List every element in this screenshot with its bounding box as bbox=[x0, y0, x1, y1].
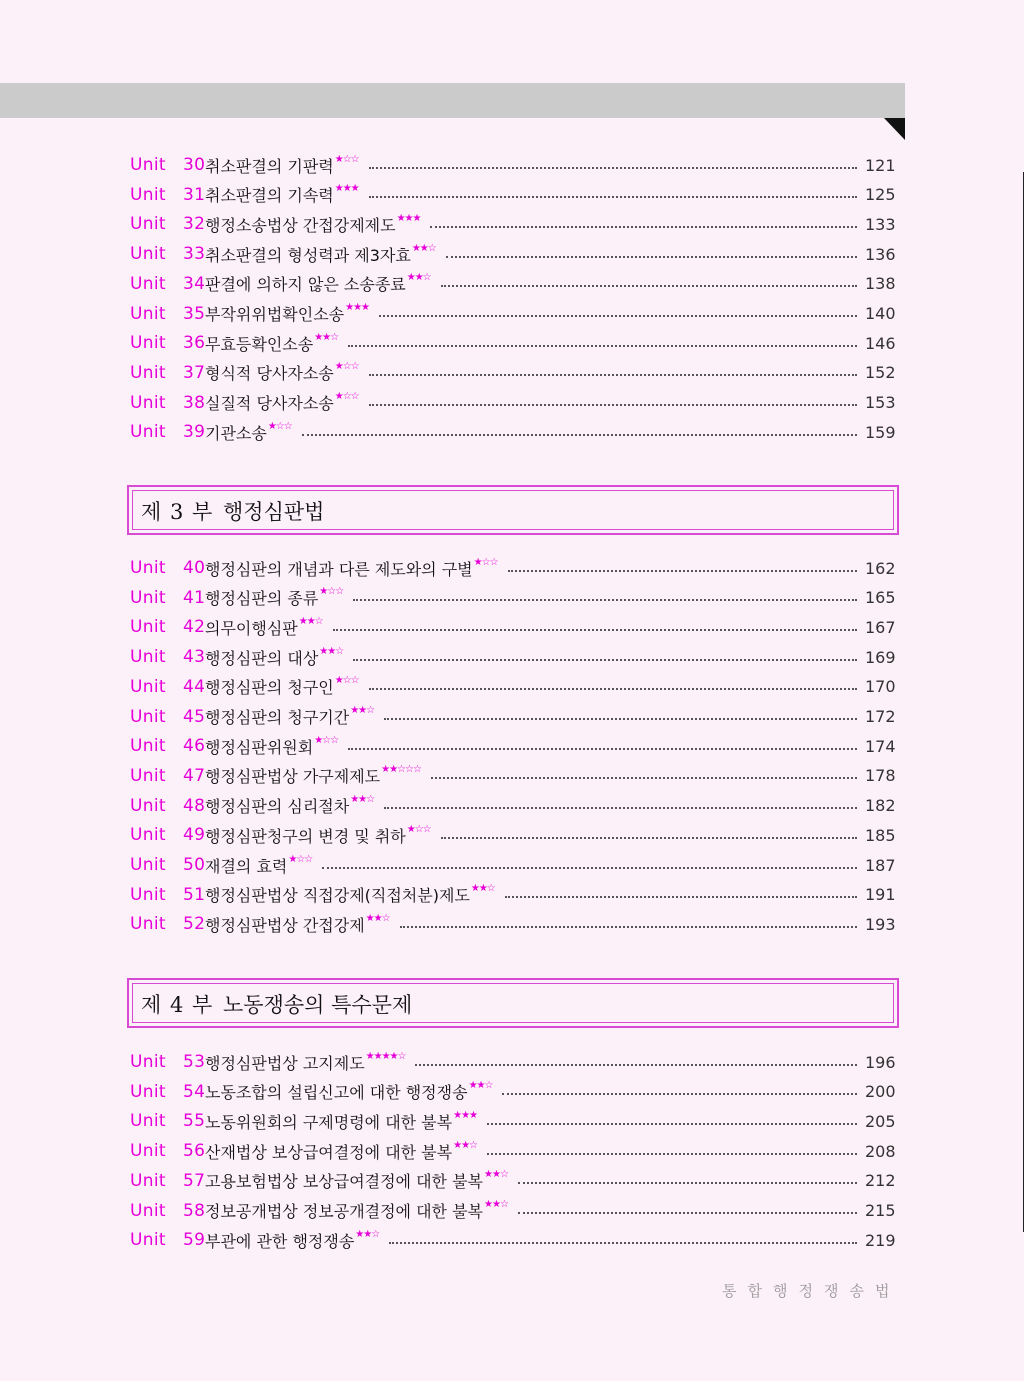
entry-title: 산재법상 보상급여결정에 대한 불복 bbox=[205, 1142, 453, 1162]
dot-leader bbox=[441, 836, 857, 839]
unit-word: Unit bbox=[130, 795, 166, 816]
page-number: 121 bbox=[865, 155, 896, 175]
toc-entry[interactable] bbox=[130, 910, 895, 938]
difficulty-stars: ★★☆ bbox=[355, 1228, 380, 1240]
unit-number: 37 bbox=[183, 362, 206, 383]
difficulty-stars: ★★☆ bbox=[319, 645, 344, 657]
entry-title: 행정심판청구의 변경 및 취하 bbox=[205, 826, 406, 846]
difficulty-stars: ★☆☆ bbox=[314, 734, 339, 746]
unit-word: Unit bbox=[130, 617, 166, 638]
unit-word: Unit bbox=[130, 362, 166, 383]
toc-entry[interactable] bbox=[130, 584, 895, 612]
unit-label bbox=[130, 393, 205, 413]
page-number: 167 bbox=[865, 617, 896, 637]
toc-entry[interactable] bbox=[130, 643, 895, 671]
difficulty-stars: ★☆☆ bbox=[406, 823, 431, 835]
entry-title: 기관소송 bbox=[205, 423, 267, 443]
page-number: 165 bbox=[865, 588, 896, 608]
difficulty-stars: ★☆☆ bbox=[473, 556, 498, 568]
dot-leader bbox=[348, 344, 857, 347]
unit-number: 56 bbox=[183, 1141, 206, 1162]
dot-leader bbox=[302, 433, 857, 436]
unit-word: Unit bbox=[130, 214, 166, 235]
entry-title: 행정심판법상 간접강제 bbox=[205, 915, 365, 935]
unit-number: 34 bbox=[183, 273, 206, 294]
difficulty-stars: ★★☆ bbox=[350, 794, 375, 806]
toc-entry[interactable] bbox=[130, 181, 895, 209]
unit-word: Unit bbox=[130, 676, 166, 697]
unit-label bbox=[130, 1201, 205, 1221]
entry-title: 재결의 효력 bbox=[205, 856, 288, 876]
dot-leader bbox=[353, 598, 857, 601]
dot-leader bbox=[431, 776, 857, 779]
page-number: 208 bbox=[865, 1141, 896, 1161]
toc-entry[interactable] bbox=[130, 151, 895, 179]
unit-word: Unit bbox=[130, 303, 166, 324]
difficulty-stars: ★★★ bbox=[453, 1109, 478, 1121]
entry-title: 행정심판의 대상 bbox=[205, 648, 319, 668]
unit-label bbox=[130, 707, 205, 727]
unit-number: 31 bbox=[183, 184, 206, 205]
dot-leader bbox=[518, 1211, 857, 1214]
unit-number: 49 bbox=[183, 825, 206, 846]
unit-word: Unit bbox=[130, 1052, 166, 1072]
page-number: 146 bbox=[865, 333, 896, 353]
unit-number: 32 bbox=[183, 214, 206, 235]
unit-label bbox=[130, 885, 205, 905]
difficulty-stars: ★★★ bbox=[345, 302, 370, 313]
unit-label bbox=[130, 647, 205, 667]
difficulty-stars: ★★☆ bbox=[453, 1139, 478, 1151]
unit-number: 48 bbox=[183, 795, 206, 816]
difficulty-stars: ★★☆ bbox=[470, 883, 495, 895]
unit-label bbox=[130, 1052, 205, 1072]
dot-leader bbox=[446, 255, 857, 258]
toc-entry[interactable] bbox=[130, 1078, 895, 1106]
dot-leader bbox=[369, 195, 857, 198]
dot-leader bbox=[430, 225, 857, 228]
dot-leader bbox=[322, 866, 857, 869]
dot-leader bbox=[518, 1181, 857, 1184]
unit-label bbox=[130, 1141, 205, 1161]
unit-word: Unit bbox=[130, 855, 166, 875]
unit-number: 54 bbox=[183, 1081, 206, 1102]
part-heading-box bbox=[127, 978, 899, 1028]
entry-title: 행정심판의 청구인 bbox=[205, 678, 334, 698]
dot-leader bbox=[384, 717, 857, 720]
toc-entry[interactable] bbox=[130, 1107, 895, 1135]
difficulty-stars: ★★☆ bbox=[350, 705, 375, 716]
part-number: 제 3 부 bbox=[141, 500, 214, 524]
toc-entry[interactable] bbox=[130, 1167, 895, 1195]
part-number: 제 4 부 bbox=[141, 993, 214, 1017]
page-number: 215 bbox=[865, 1201, 896, 1220]
unit-number: 36 bbox=[183, 333, 206, 354]
entry-title: 행정심판의 심리절차 bbox=[205, 797, 350, 817]
unit-label bbox=[130, 422, 205, 442]
unit-label bbox=[130, 617, 205, 637]
difficulty-stars: ★★★ bbox=[334, 183, 359, 195]
dot-leader bbox=[384, 806, 857, 809]
part-heading-box bbox=[127, 485, 899, 535]
difficulty-stars: ★★☆ bbox=[468, 1080, 493, 1092]
difficulty-stars: ★★☆ bbox=[411, 242, 436, 254]
toc-entry[interactable] bbox=[130, 732, 895, 760]
toc-entry[interactable] bbox=[130, 673, 895, 701]
unit-number: 33 bbox=[183, 244, 206, 265]
page-number: 200 bbox=[865, 1082, 896, 1102]
unit-label bbox=[130, 214, 205, 234]
entry-title: 행정심판의 청구기간 bbox=[205, 708, 350, 727]
toc-entry[interactable] bbox=[130, 240, 895, 268]
dot-leader bbox=[487, 1152, 857, 1155]
entry-title: 취소판결의 형성력과 제3자효 bbox=[205, 245, 411, 265]
difficulty-stars: ★★☆ bbox=[298, 615, 323, 627]
entry-title: 고용보험법상 보상급여결정에 대한 불복 bbox=[205, 1172, 484, 1192]
dot-leader bbox=[505, 895, 857, 898]
dot-leader bbox=[441, 284, 857, 287]
unit-number: 39 bbox=[183, 422, 206, 443]
unit-number: 35 bbox=[183, 303, 206, 324]
entry-title: 취소판결의 기속력 bbox=[205, 186, 334, 206]
unit-number: 42 bbox=[183, 617, 206, 638]
unit-label bbox=[130, 155, 205, 175]
unit-label bbox=[130, 766, 205, 786]
difficulty-stars: ★★★★☆ bbox=[365, 1050, 406, 1062]
difficulty-stars: ★★☆ bbox=[484, 1169, 508, 1181]
entry-title: 행정심판법상 고지제도 bbox=[205, 1053, 365, 1073]
dot-leader bbox=[400, 925, 857, 928]
unit-number: 43 bbox=[183, 647, 206, 668]
entry-title: 부작위위법확인소송 bbox=[205, 305, 345, 324]
page-number: 174 bbox=[865, 736, 896, 756]
unit-label bbox=[130, 914, 205, 934]
unit-label bbox=[130, 796, 205, 816]
dot-leader bbox=[369, 687, 857, 690]
unit-label bbox=[130, 736, 205, 756]
page-number: 125 bbox=[865, 185, 896, 205]
page-number: 162 bbox=[865, 558, 896, 578]
entry-title: 실질적 당사자소송 bbox=[205, 394, 334, 414]
unit-word: Unit bbox=[130, 884, 166, 905]
toc-entry[interactable] bbox=[130, 300, 895, 328]
unit-number: 52 bbox=[183, 914, 206, 935]
toc-entry[interactable] bbox=[130, 881, 895, 909]
unit-number: 51 bbox=[183, 884, 206, 905]
unit-word: Unit bbox=[130, 1081, 166, 1102]
entry-title: 노동조합의 설립신고에 대한 행정쟁송 bbox=[205, 1083, 468, 1103]
page-number: 219 bbox=[865, 1230, 896, 1250]
unit-word: Unit bbox=[130, 736, 166, 757]
unit-label bbox=[130, 825, 205, 845]
difficulty-stars: ★☆☆ bbox=[267, 420, 292, 432]
unit-number: 50 bbox=[183, 855, 206, 875]
dot-leader bbox=[353, 658, 857, 661]
dot-leader bbox=[487, 1122, 857, 1125]
toc-entry[interactable] bbox=[130, 418, 895, 446]
unit-word: Unit bbox=[130, 647, 166, 668]
toc-entry[interactable] bbox=[130, 703, 895, 731]
page-number: 169 bbox=[865, 647, 896, 667]
page-number: 152 bbox=[865, 363, 896, 383]
unit-word: Unit bbox=[130, 914, 166, 935]
page-number: 178 bbox=[865, 766, 896, 786]
page-number: 159 bbox=[865, 422, 896, 442]
dot-leader bbox=[369, 373, 857, 376]
difficulty-stars: ★★☆☆☆ bbox=[381, 764, 421, 776]
toc-entry[interactable] bbox=[130, 210, 895, 238]
part-title: 행정심판법 bbox=[223, 500, 325, 524]
unit-word: Unit bbox=[130, 706, 166, 727]
unit-word: Unit bbox=[130, 273, 166, 294]
unit-number: 41 bbox=[183, 587, 206, 608]
toc-entry[interactable] bbox=[130, 359, 895, 387]
entry-title: 행정소송법상 간접강제제도 bbox=[205, 215, 396, 235]
page-number: 153 bbox=[865, 393, 896, 413]
unit-number: 40 bbox=[183, 558, 206, 578]
unit-word: Unit bbox=[130, 244, 166, 265]
page-number: 193 bbox=[865, 914, 896, 934]
toc-entry[interactable] bbox=[130, 389, 895, 417]
difficulty-stars: ★☆☆ bbox=[334, 391, 359, 403]
unit-number: 44 bbox=[183, 676, 206, 697]
unit-number: 58 bbox=[183, 1200, 206, 1221]
dot-leader bbox=[379, 314, 857, 317]
difficulty-stars: ★★☆ bbox=[314, 331, 339, 343]
unit-number: 57 bbox=[183, 1170, 206, 1191]
unit-label bbox=[130, 1230, 205, 1250]
toc-entry[interactable] bbox=[130, 270, 895, 298]
corner-mark bbox=[884, 118, 905, 140]
unit-word: Unit bbox=[130, 1141, 166, 1162]
unit-label bbox=[130, 304, 205, 324]
entry-title: 무효등확인소송 bbox=[205, 334, 314, 354]
toc-entry[interactable] bbox=[130, 821, 895, 849]
page-number: 187 bbox=[865, 855, 896, 875]
page-number: 170 bbox=[865, 677, 896, 697]
toc-entry[interactable] bbox=[130, 1226, 895, 1254]
unit-label bbox=[130, 855, 205, 875]
difficulty-stars: ★☆☆ bbox=[288, 853, 313, 865]
unit-label bbox=[130, 1171, 205, 1191]
page-number: 185 bbox=[865, 825, 896, 845]
unit-number: 30 bbox=[183, 155, 206, 175]
entry-title: 형식적 당사자소송 bbox=[205, 364, 334, 384]
toc-entry[interactable] bbox=[130, 851, 895, 879]
toc-entry[interactable] bbox=[130, 1137, 895, 1165]
dot-leader bbox=[508, 569, 857, 572]
unit-number: 47 bbox=[183, 765, 206, 786]
entry-title: 정보공개법상 정보공개결정에 대한 불복 bbox=[205, 1202, 484, 1221]
entry-title: 행정심판의 개념과 다른 제도와의 구별 bbox=[205, 559, 473, 579]
page-number: 191 bbox=[865, 885, 896, 905]
unit-label bbox=[130, 1111, 205, 1131]
unit-label bbox=[130, 558, 205, 578]
dot-leader bbox=[369, 403, 857, 406]
unit-word: Unit bbox=[130, 1230, 166, 1251]
unit-label bbox=[130, 274, 205, 294]
unit-word: Unit bbox=[130, 558, 166, 578]
toc-entry[interactable] bbox=[130, 792, 895, 820]
unit-word: Unit bbox=[130, 1170, 166, 1191]
unit-number: 53 bbox=[183, 1052, 206, 1072]
dot-leader bbox=[348, 747, 857, 750]
toc-entry[interactable] bbox=[130, 613, 895, 641]
entry-title: 의무이행심판 bbox=[205, 618, 298, 638]
difficulty-stars: ★☆☆ bbox=[334, 361, 359, 373]
page-number: 205 bbox=[865, 1111, 896, 1131]
unit-word: Unit bbox=[130, 333, 166, 354]
unit-number: 46 bbox=[183, 736, 206, 757]
page-number: 138 bbox=[865, 274, 896, 294]
page-number: 172 bbox=[865, 707, 896, 726]
dot-leader bbox=[369, 166, 857, 169]
entry-title: 노동위원회의 구제명령에 대한 불복 bbox=[205, 1112, 453, 1132]
unit-label bbox=[130, 333, 205, 353]
toc-entry[interactable] bbox=[130, 554, 895, 582]
difficulty-stars: ★★☆ bbox=[406, 272, 431, 284]
page-number: 136 bbox=[865, 244, 896, 264]
difficulty-stars: ★★★ bbox=[396, 212, 421, 224]
unit-word: Unit bbox=[130, 765, 166, 786]
entry-title: 행정심판법상 직접강제(직접처분)제도 bbox=[205, 886, 470, 906]
entry-title: 행정심판의 종류 bbox=[205, 589, 319, 609]
unit-label bbox=[130, 1082, 205, 1102]
page-number: 212 bbox=[865, 1171, 896, 1191]
dot-leader bbox=[502, 1092, 857, 1095]
unit-word: Unit bbox=[130, 155, 166, 175]
unit-word: Unit bbox=[130, 587, 166, 608]
unit-number: 55 bbox=[183, 1111, 206, 1132]
page-number: 182 bbox=[865, 796, 896, 816]
entry-title: 행정심판위원회 bbox=[205, 737, 314, 757]
toc-entry[interactable] bbox=[130, 1197, 895, 1225]
header-band bbox=[0, 83, 905, 118]
entry-title: 행정심판법상 가구제제도 bbox=[205, 767, 381, 787]
unit-word: Unit bbox=[130, 184, 166, 205]
page-number: 196 bbox=[865, 1052, 896, 1072]
difficulty-stars: ★☆☆ bbox=[319, 586, 344, 598]
entry-title: 판결에 의하지 않은 소송종료 bbox=[205, 275, 406, 295]
toc-entry[interactable] bbox=[130, 762, 895, 790]
unit-word: Unit bbox=[130, 1111, 166, 1132]
difficulty-stars: ★★☆ bbox=[484, 1199, 508, 1210]
page-number: 140 bbox=[865, 304, 896, 323]
difficulty-stars: ★☆☆ bbox=[334, 675, 359, 687]
unit-number: 45 bbox=[183, 706, 206, 727]
part-title: 노동쟁송의 특수문제 bbox=[223, 993, 413, 1017]
entry-title: 취소판결의 기판력 bbox=[205, 156, 334, 176]
unit-label bbox=[130, 677, 205, 697]
unit-word: Unit bbox=[130, 392, 166, 413]
entry-title: 부관에 관한 행정쟁송 bbox=[205, 1231, 355, 1251]
footer-book-title: 통합행정쟁송법 bbox=[722, 1282, 901, 1300]
dot-leader bbox=[389, 1241, 857, 1244]
unit-word: Unit bbox=[130, 825, 166, 846]
unit-word: Unit bbox=[130, 422, 166, 443]
toc-entry[interactable] bbox=[130, 329, 895, 357]
unit-number: 59 bbox=[183, 1230, 206, 1251]
unit-label bbox=[130, 244, 205, 264]
toc-entry[interactable] bbox=[130, 1048, 895, 1076]
unit-word: Unit bbox=[130, 1200, 166, 1221]
page-number: 133 bbox=[865, 214, 896, 234]
dot-leader bbox=[333, 628, 857, 631]
dot-leader bbox=[415, 1063, 857, 1066]
difficulty-stars: ★★☆ bbox=[365, 912, 390, 924]
unit-label bbox=[130, 185, 205, 205]
difficulty-stars: ★☆☆ bbox=[334, 153, 359, 165]
unit-label bbox=[130, 363, 205, 383]
unit-number: 38 bbox=[183, 392, 206, 413]
unit-label bbox=[130, 588, 205, 608]
